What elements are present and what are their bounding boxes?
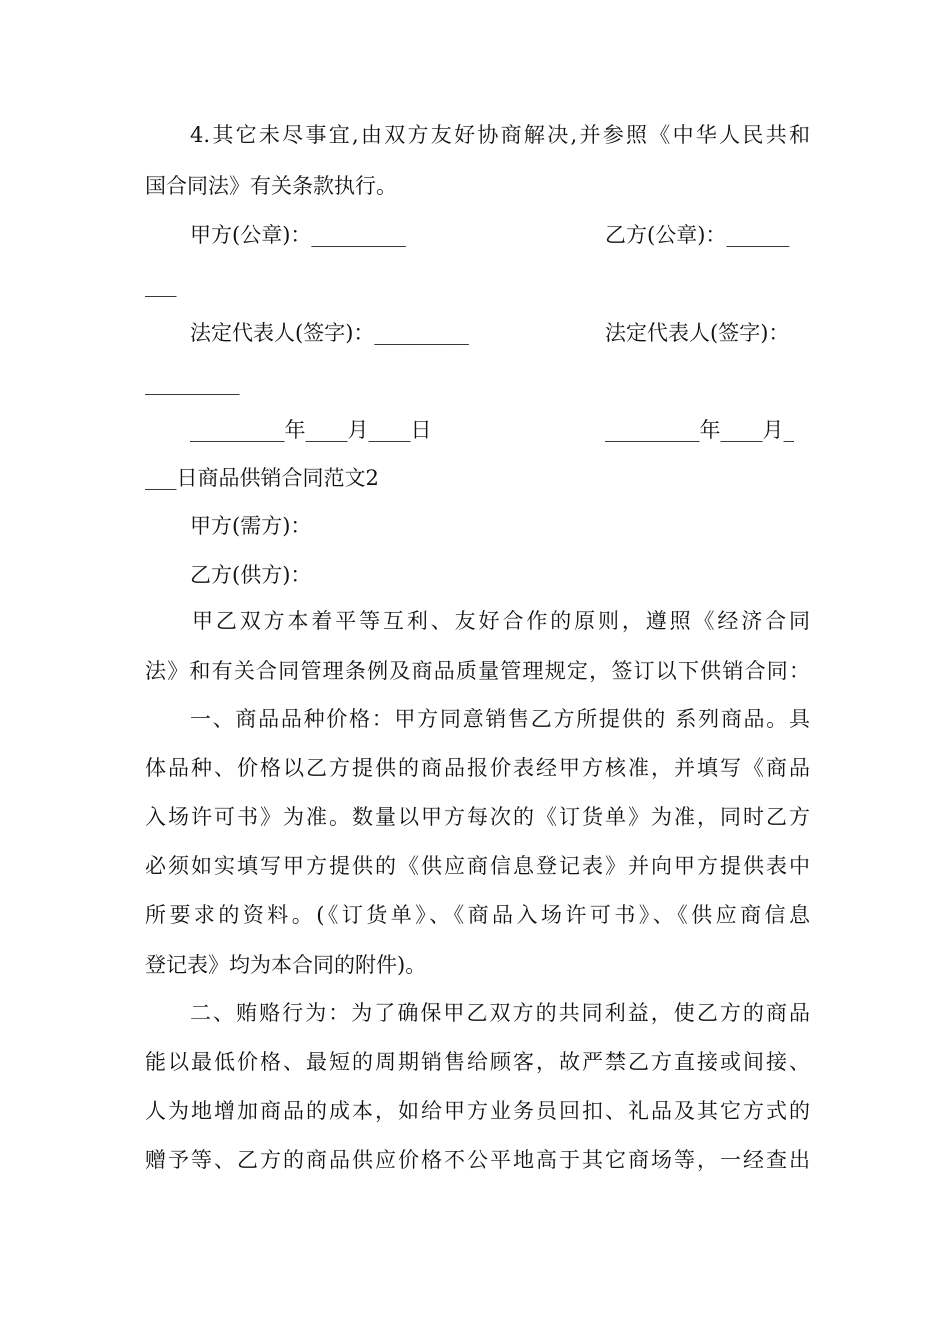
date-cont-and-title-line: ___日商品供销合同范文2 [145, 466, 379, 490]
party-b-representative-line: 法定代表人(签字)： [605, 321, 790, 345]
article-2-line-2: 能以最低价格、最短的周期销售给顾客，故严禁乙方直接或间接、 [145, 1050, 810, 1074]
article-2-line-3: 人为地增加商品的成本，如给甲方业务员回扣、礼品及其它方式的 [145, 1099, 810, 1123]
party-a-seal-line: 甲方(公章)：_________ [190, 223, 406, 247]
preamble-line-2: 法》和有关合同管理条例及商品质量管理规定，签订以下供销合同： [145, 659, 810, 683]
preamble-line-1: 甲乙双方本着平等互利、友好合作的原则，遵照《经济合同 [192, 609, 810, 633]
party-a-date-line: _________年____月____日 [190, 418, 432, 442]
party-a-representative-line: 法定代表人(签字)：_________ [190, 321, 469, 345]
party-b-seal-line: 乙方(公章)：______ [605, 223, 790, 247]
article-1-line-6: 登记表》均为本合同的附件)。 [145, 953, 427, 977]
article-1-line-3: 入场许可书》为准。数量以甲方每次的《订货单》为准，同时乙方 [145, 805, 810, 829]
party-b-date-line: _________年____月_ [605, 418, 794, 442]
clause-4-line-1: 4.其它未尽事宜,由双方友好协商解决,并参照《中华人民共和 [190, 123, 810, 147]
article-1-line-5: 所要求的资料。(《订货单》、《商品入场许可书》、《供应商信息 [145, 903, 810, 927]
article-1-line-1: 一、商品品种价格：甲方同意销售乙方所提供的 系列商品。具 [190, 707, 810, 731]
article-1-line-2: 体品种、价格以乙方提供的商品报价表经甲方核准，并填写《商品 [145, 756, 810, 780]
party-b-representative-blank: _________ [145, 371, 240, 395]
party-a-demand-label: 甲方(需方)： [190, 514, 312, 538]
article-2-line-1: 二、贿赂行为：为了确保甲乙双方的共同利益，使乙方的商品 [190, 1001, 810, 1025]
party-b-seal-line-cont: ___ [145, 273, 177, 297]
article-2-line-4: 赠予等、乙方的商品供应价格不公平地高于其它商场等，一经查出 [145, 1148, 810, 1172]
clause-4-line-2: 国合同法》有关条款执行。 [145, 174, 397, 198]
article-1-line-4: 必须如实填写甲方提供的《供应商信息登记表》并向甲方提供表中 [145, 854, 810, 878]
party-b-supply-label: 乙方(供方)： [190, 563, 312, 587]
